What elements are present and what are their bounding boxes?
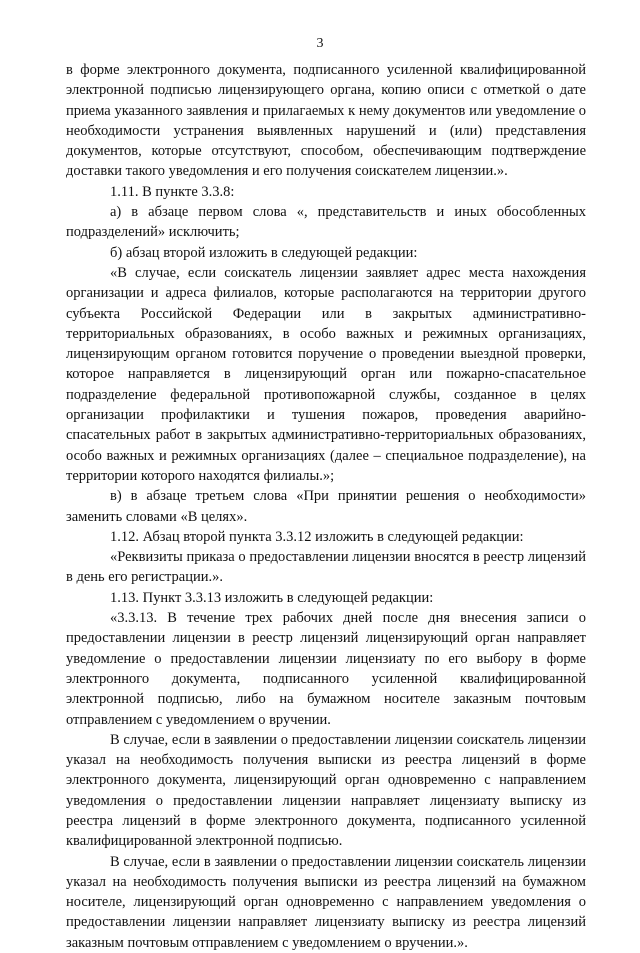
clause-1-11-b-text: «В случае, если соискатель лицензии заявляет адрес места нахождения организации и адреса филиалов, которые располагаются на территории другого субъекта Российской Федерации или в закрытых административно-территориальных образованиях, в особо важных и режимных организациях, лицензирующим органом готовится поручение о проведении выездной проверки, которое направляется в лицензирующий орган или пожарно-спасательное подразделение федеральной противопожарной службы, созданное в целях организации профилактики и тушения пожаров, проведения аварийно-спасательных работ в закрытых административно-территориальных образованиях, особо важных и режимных организациях (далее – специальное подразделение), на территории которого находятся филиалы.»; — [66, 264, 586, 484]
clause-1-11-b: б) абзац второй изложить в следующей редакции: — [110, 244, 418, 261]
clause-1-12-heading: 1.12. Абзац второй пункта 3.3.12 изложить в следующей редакции: — [110, 528, 524, 545]
document-body — [66, 60, 586, 953]
clause-1-11-v: в) в абзаце третьем слова «При принятии решения о необходимости» заменить словами «В целях». — [66, 488, 586, 525]
clause-1-13-heading: 1.13. Пункт 3.3.13 изложить в следующей редакции: — [110, 589, 434, 606]
page-number: 3 — [316, 36, 324, 51]
clause-3-3-13-electronic: В случае, если в заявлении о предоставлении лицензии соискатель лицензии указал на необходимость получения выписки из реестра лицензий в форме электронного документа, лицензирующий орган одновременно с направлением уведомления о предоставлении лицензии направляет лицензиату выписку из реестра лицензий в форме электронного документа, подписанного усиленной квалифицированной электронной подписью. — [66, 731, 586, 850]
clause-3-3-13-text: «3.3.13. В течение трех рабочих дней после дня внесения записи о предоставлении лицензии в реестр лицензий лицензирующий орган направляет уведомление о предоставлении лицензии лицензиату по его выбору в форме электронного документа, подписанного усиленной квалифицированной электронной подписью, либо на бумажном носителе заказным почтовым отправлением с уведомлением о вручении. — [66, 610, 586, 728]
paragraph-continuation: в форме электронного документа, подписанного усиленной квалифицированной электронной подписью лицензирующего органа, копию описи с отметкой о дате приема указанного заявления и прилагаемых к нему документов или уведомление о необходимости устранения выявленных нарушений и (или) представления документов, которые отсутствуют, способом, обеспечивающим подтверждение доставки такого уведомления и его получения соискателем лицензии.». — [66, 62, 586, 180]
clause-3-3-13-paper: В случае, если в заявлении о предоставлении лицензии соискатель лицензии указал на необходимость получения выписки из реестра лицензий на бумажном носителе, лицензирующий орган одновременно с направлением уведомления о предоставлении лицензии направляет лицензиату выписку из реестра лицензий заказным почтовым отправлением с уведомлением о вручении.». — [66, 853, 586, 951]
clause-1-11-heading: 1.11. В пункте 3.3.8: — [110, 183, 235, 200]
clause-1-12-text: «Реквизиты приказа о предоставлении лицензии вносятся в реестр лицензий в день его регистрации.». — [66, 549, 586, 586]
clause-1-11-a: а) в абзаце первом слова «, представительств и иных обособленных подразделений» исключить; — [66, 204, 586, 241]
